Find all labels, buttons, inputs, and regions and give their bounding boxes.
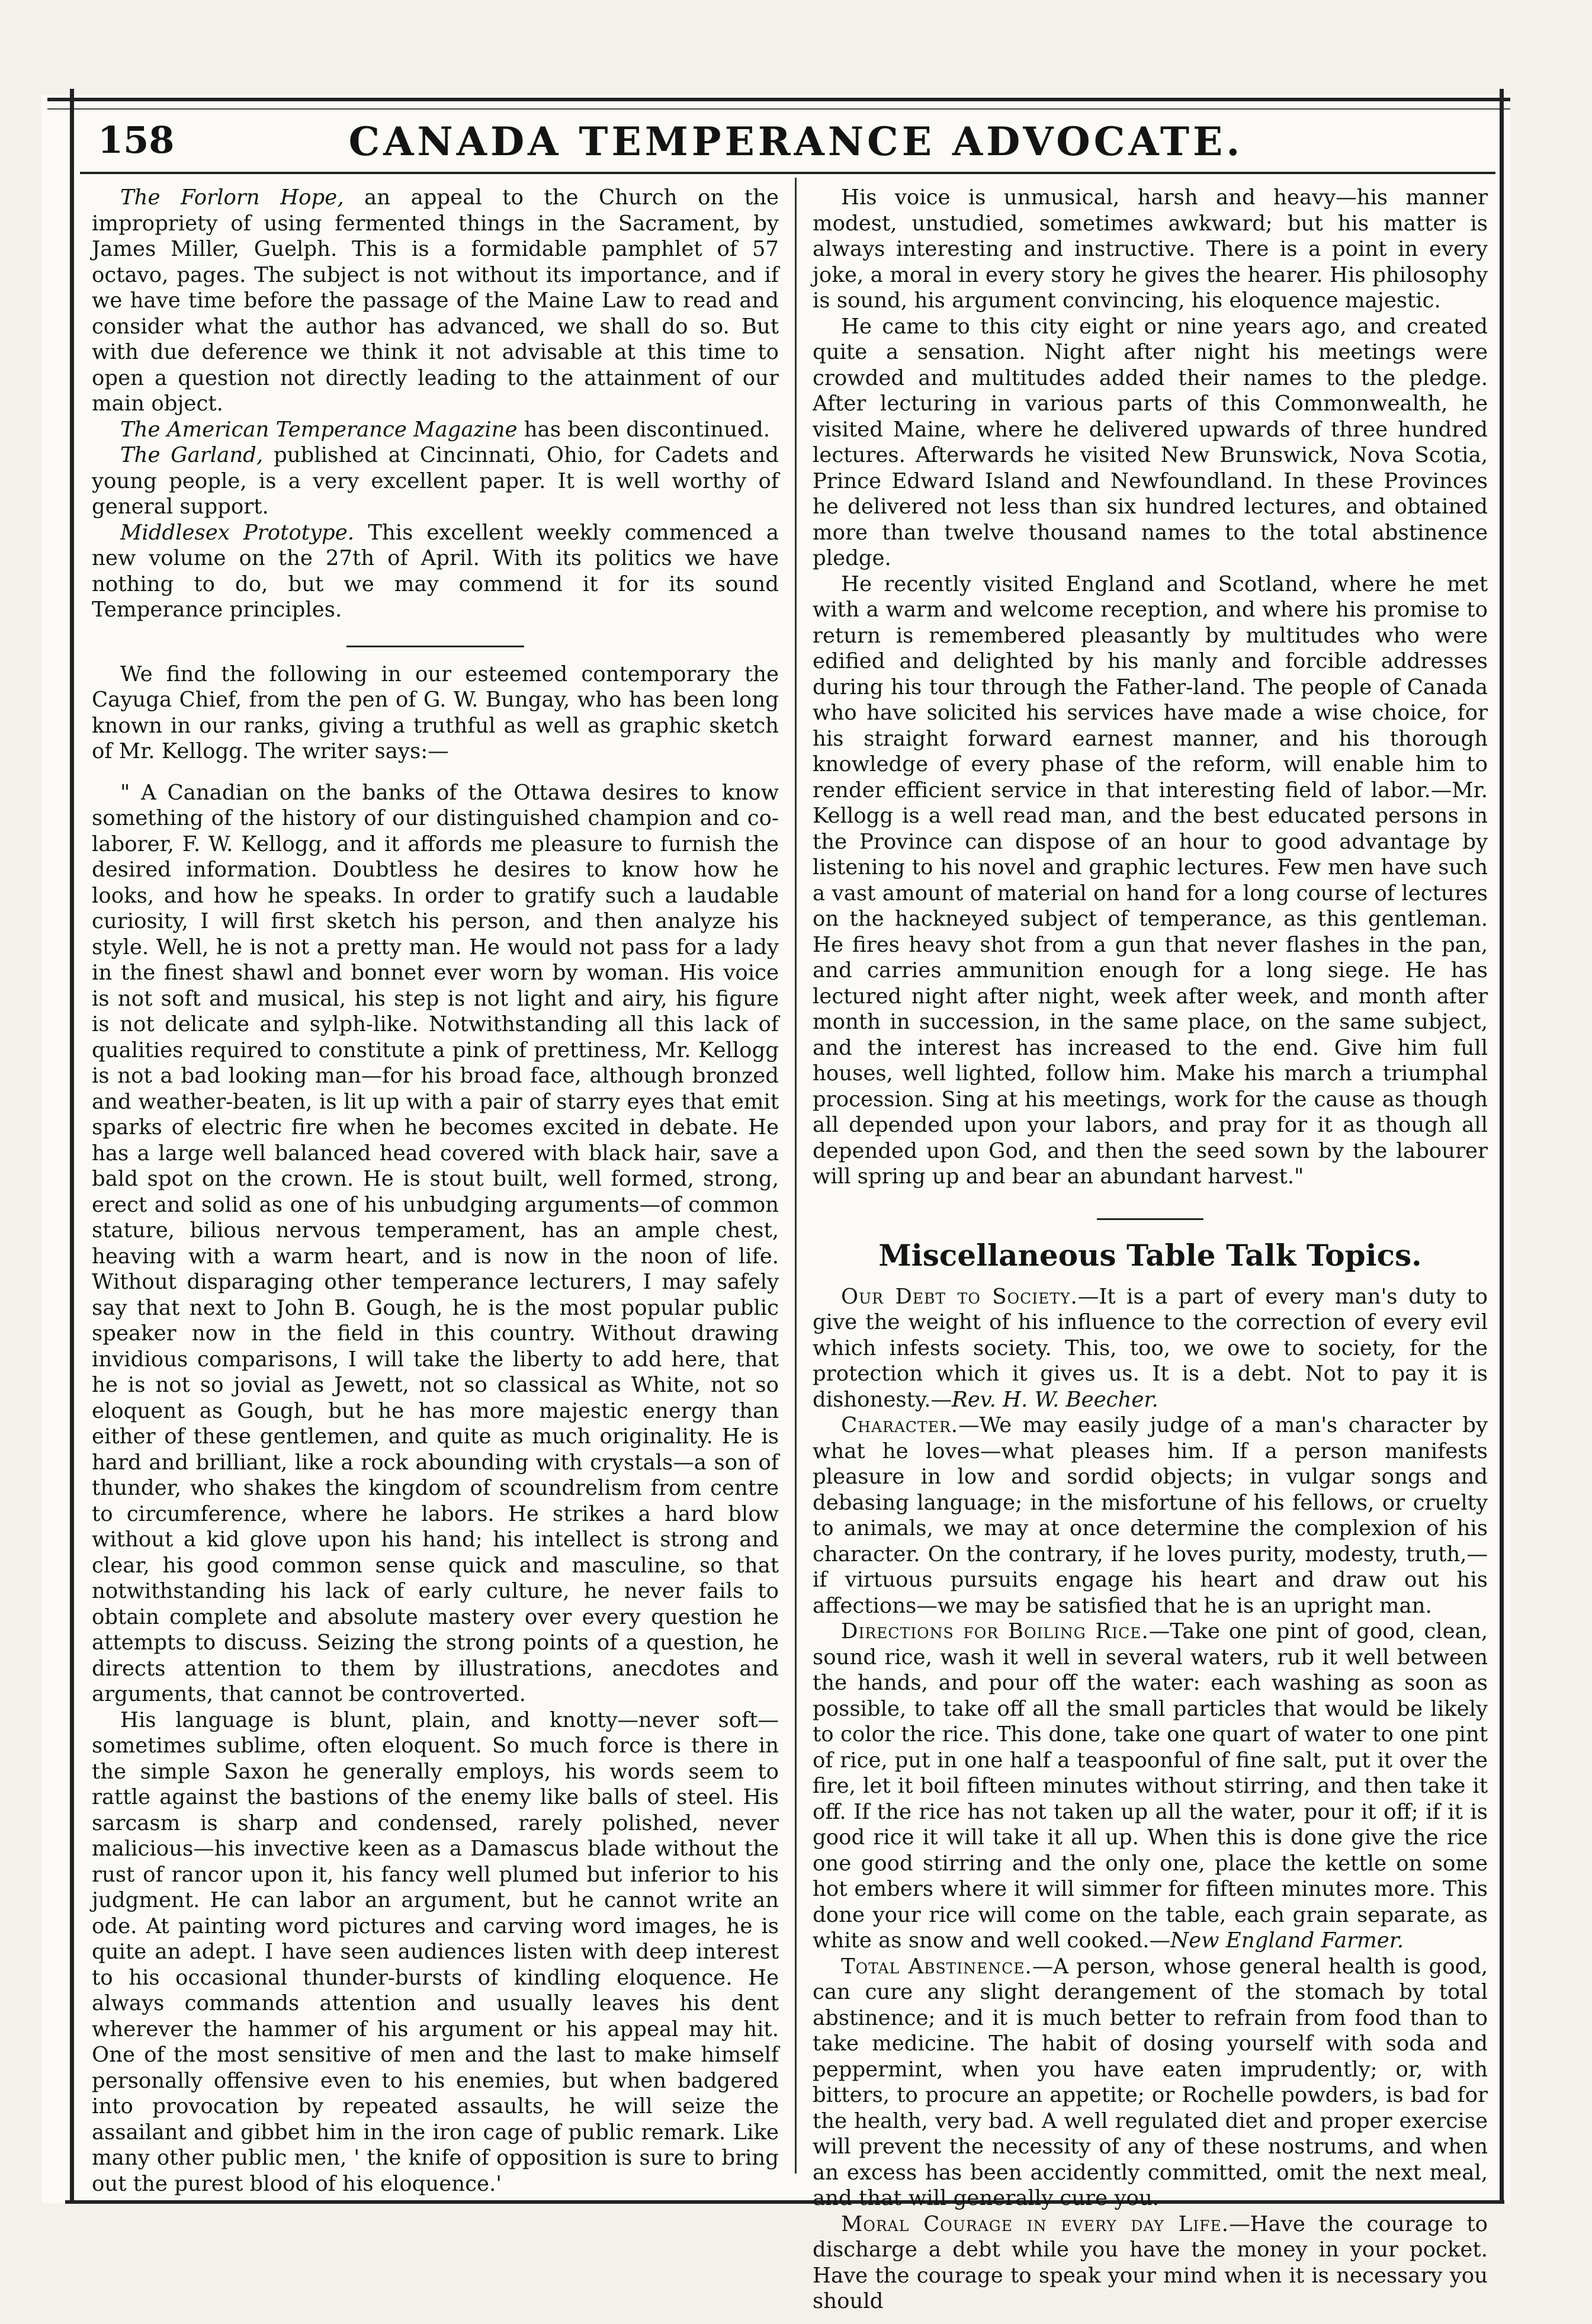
kellogg-paragraph: His voice is unmusical, harsh and heavy—his manner modest, unstudied, sometimes awkward; but his matter is always interesting and instructive. There is a point in every joke, a moral in every story he gives the hearer. His philosophy is sound, his argument convincing, his eloquence majestic.: [813, 185, 1488, 313]
notice-title: The Forlorn Hope,: [120, 185, 344, 210]
item-debt: [813, 1284, 1488, 1413]
item-text: —Have the courage to discharge a debt while you have the money in your pocket. Have the courage to speak your mind when it is necessary you should: [813, 2211, 1488, 2313]
section-heading: Miscellaneous Table Talk Topics.: [878, 1237, 1422, 1273]
item-source: New England Farmer.: [1170, 1928, 1404, 1953]
kellogg-paragraph: " A Canadian on the banks of the Ottawa desires to know something of the history of our distinguished champion and co-laborer, F. W. Kellogg, and it affords me pleasure to furnish the desired information. Doubtless he desires to know how he looks, and how he speaks. In order to gratify such a laudable curiosity, I will first sketch his person, and then analyze his style. Well, he is not a pretty man. He would not pass for a lady in the finest shawl and bonnet ever worn by woman. His voice is not soft and musical, his step is not light and airy, his figure is not delicate and sylph-like. Notwithstanding all this lack of qualities required to constitute a pink of prettiness, Mr. Kellogg is not a bad looking man—for his broad face, although bronzed and weather-beaten, is lit up with a pair of starry eyes that emit sparks of electric fire when he becomes excited in debate. He has a large well balanced head covered with black hair, save a bald spot on the crown. He is stout built, well formed, strong, erect and solid as one of his unbudging arguments—of common stature, bilious nervous temperament, has an ample chest, heaving with a warm heart, and is now in the noon of life. Without disparaging other temperance lecturers, I may safely say that next to John B. Gough, he is the most popular public speaker now in the field in this country. Without drawing invidious comparisons, I will take the liberty to add here, that he is not so jovial as Jewett, not so classical as White, not so eloquent as Gough, but he has more majestic energy than either of these gentlemen, and quite as much originality. He is hard and brilliant, like a rock abounding with crystals—a son of thunder, who shakes the kingdom of scoundrelism from centre to circumference, where he labors. He strikes a hard blow without a kid glove upon his hand; his intellect is strong and clear, his good common sense quick and masculine, so that notwithstanding his lack of early culture, he never fails to obtain complete and absolute mastery over every question he attempts to discuss. Seizing the strong points of a question, he directs attention to them by illustrations, anecdotes and arguments, that cannot be controverted.: [92, 780, 779, 1706]
item-abstinence: [813, 1954, 1488, 2211]
header-rule: [80, 172, 1495, 174]
notice-forlorn-hope: [92, 185, 779, 417]
kellogg-paragraph: He recently visited England and Scotland, where he met with a warm and welcome reception, and where his promise to return is remembered pleasantly by multitudes who were edified and delighted by his manly and forcible addresses during his tour through the Father-land. The people of Canada who have solicited his services have made a wise choice, for his straight forward earnest manner, and his thorough knowledge of every phase of the reform, will enable him to render efficient service in that interesting field of labor.—Mr. Kellogg is a well read man, and the best educated persons in the Province can dispose of an hour to good advantage by listening to his novel and graphic lectures. Few men have such a vast amount of material on hand for a long course of lectures on the hackneyed subject of temperance, as this gentleman. He fires heavy shot from a gun that never flashes in the pan, and carries ammunition enough for a long siege. He has lectured night after night, week after week, and month after month in succession, in the same place, on the same subject, and the interest has increased to the end. Give him full houses, well lighted, follow him. Make his march a triumphal procession. Sing at his meetings, work for the cause as though all depended upon your labors, and pray for it as though all depended upon God, and then the seed sown by the labourer will spring up and bear an abundant harvest.": [813, 572, 1488, 1189]
kellogg-intro: We find the following in our esteemed contemporary the Cayuga Chief, from the pen of G. W. Bungay, who has been long known in our ranks, giving a truthful as well as graphic sketch of Mr. Kellogg. The writer says:—: [92, 662, 779, 763]
notice-middlesex: [92, 520, 779, 623]
left-border-rule: [70, 89, 74, 2203]
page-number: 158: [98, 118, 175, 162]
notice-title: Middlesex Prototype.: [120, 520, 355, 545]
notice-text: has been discontinued.: [524, 417, 770, 442]
notice-text: published at Cincinnati, Ohio, for Cadets and young people, is a very excellent paper. It is well worthy of general support.: [92, 443, 779, 519]
item-moral-courage: [813, 2211, 1488, 2315]
item-title: Character.: [841, 1413, 959, 1437]
right-border-rule: [1500, 89, 1504, 2203]
notice-title: The Garland,: [120, 443, 264, 467]
notice-text: This excellent weekly commenced a new volume on the 27th of April. With its politics we have nothing to do, but we may commend it for its sound Temperance principles.: [92, 520, 779, 622]
notice-title: The American Temperance Magazine: [120, 417, 518, 442]
masthead-title: CANADA TEMPERANCE ADVOCATE.: [348, 118, 1244, 165]
item-source: Rev. H. W. Beecher.: [952, 1387, 1158, 1412]
item-rice: [813, 1619, 1488, 1954]
item-character: [813, 1413, 1488, 1619]
left-column: [92, 185, 779, 2197]
item-text: —It is a part of every man's duty to give the weight of his influence to the correction of every evil which infests society. This, too, we owe to society, for the protection which it gives us. It is a debt. Not to pay it is dishonesty.—: [813, 1284, 1488, 1412]
notice-american-magazine: [92, 417, 779, 443]
section-divider: [346, 646, 524, 647]
kellogg-paragraph: He came to this city eight or nine years ago, and created quite a sensation. Night after night his meetings were crowded and multitudes added their names to the pledge. After lecturing in various parts of this Commonwealth, he visited Maine, where he delivered upwards of three hundred lectures. Afterwards he visited New Brunswick, Nova Scotia, Prince Edward Island and Newfoundland. In these Provinces he delivered not less than six hundred lectures, and obtained more than twelve thousand names to the total abstinence pledge.: [813, 314, 1488, 570]
item-text: —A person, whose general health is good, can cure any slight derangement of the stomach by total abstinence; and it is much better to refrain from food than to take medicine. The habit of dosing yourself with soda and peppermint, when you have eaten imprudently; or, with bitters, to procure an appetite; or Rochelle powders, is bad for the health, very bad. A well regulated diet and proper exercise will prevent the necessity of any of these nostrums, and when an excess has been accidently committed, omit the next meal, and that will generally cure you.: [813, 1954, 1488, 2210]
notice-text: an appeal to the Church on the impropriety of using fermented things in the Sacrament, by James Miller, Guelph. This is a formidable pamphlet of 57 octavo, pages. The subject is not without its importance, and if we have time before the passage of the Maine Law to read and consider what the author has advanced, we shall do so. But with due deference we think it not advisable at this time to open a question not directly leading to the attainment of our main object.: [92, 185, 779, 416]
item-title: Directions for Boiling Rice.: [841, 1619, 1149, 1644]
column-separator: [795, 178, 797, 2174]
kellogg-paragraph: His language is blunt, plain, and knotty—never soft—sometimes sublime, often eloquent. So much force is there in the simple Saxon he generally employs, his words seem to rattle against the bastions of the enemy like balls of steel. His sarcasm is sharp and condensed, rarely polished, never malicious—his invective keen as a Damascus blade without the rust of rancor upon it, his fancy well plumed but inferior to his judgment. He can labor an argument, but he cannot write an ode. At painting word pictures and carving word images, he is quite an adept. I have seen audiences listen with deep interest to his occasional thunder-bursts of kindling eloquence. He always commands attention and usually leaves his dent wherever the hammer of his argument or his appeal may hit. One of the most sensitive of men and the last to make himself personally offensive even to his enemies, but when badgered into provocation by repeated assaults, he will seize the assailant and gibbet him in the iron cage of public remark. Like many other public men, ' the knife of opposition is sure to bring out the purest blood of his eloquence.': [92, 1707, 779, 2196]
right-column: [813, 185, 1488, 2315]
item-text: —Take one pint of good, clean, sound rice, wash it well in several waters, rub it well between the hands, and pour off the water: each washing as soon as possible, to take off all the small particles that would be likely to color the rice. This done, take one quart of water to one pint of rice, put in one half a teaspoonful of fine salt, put it over the fire, let it boil fifteen minutes without stirring, and then take it off. If the rice has not taken up all the water, pour it off; if it is good rice it will take it all up. When this is done give the rice one good stirring and the only one, place the kettle on some hot embers where it will simmer for fifteen minutes more. This done your rice will come on the table, each grain separate, as white as snow and well cooked.—: [813, 1619, 1488, 1953]
spacer: [92, 765, 779, 780]
top-border-rule: [47, 98, 1510, 110]
item-text: —We may easily judge of a man's character by what he loves—what pleases him. If a person manifests pleasure in low and sordid objects; in vulgar songs and debasing language; in the misfortune of his fellows, or cruelty to animals, we may at once determine the complexion of his character. On the contrary, if he loves purity, modesty, truth,—if virtuous pursuits engage his heart and draw out his affections—we may be satisfied that he is an upright man.: [813, 1413, 1488, 1618]
section-divider: [1097, 1218, 1203, 1220]
item-title: Moral Courage in every day Life.: [841, 2211, 1230, 2236]
item-title: Total Abstinence.: [841, 1954, 1032, 1979]
item-title: Our Debt to Society.: [841, 1284, 1078, 1309]
notice-garland: [92, 442, 779, 520]
